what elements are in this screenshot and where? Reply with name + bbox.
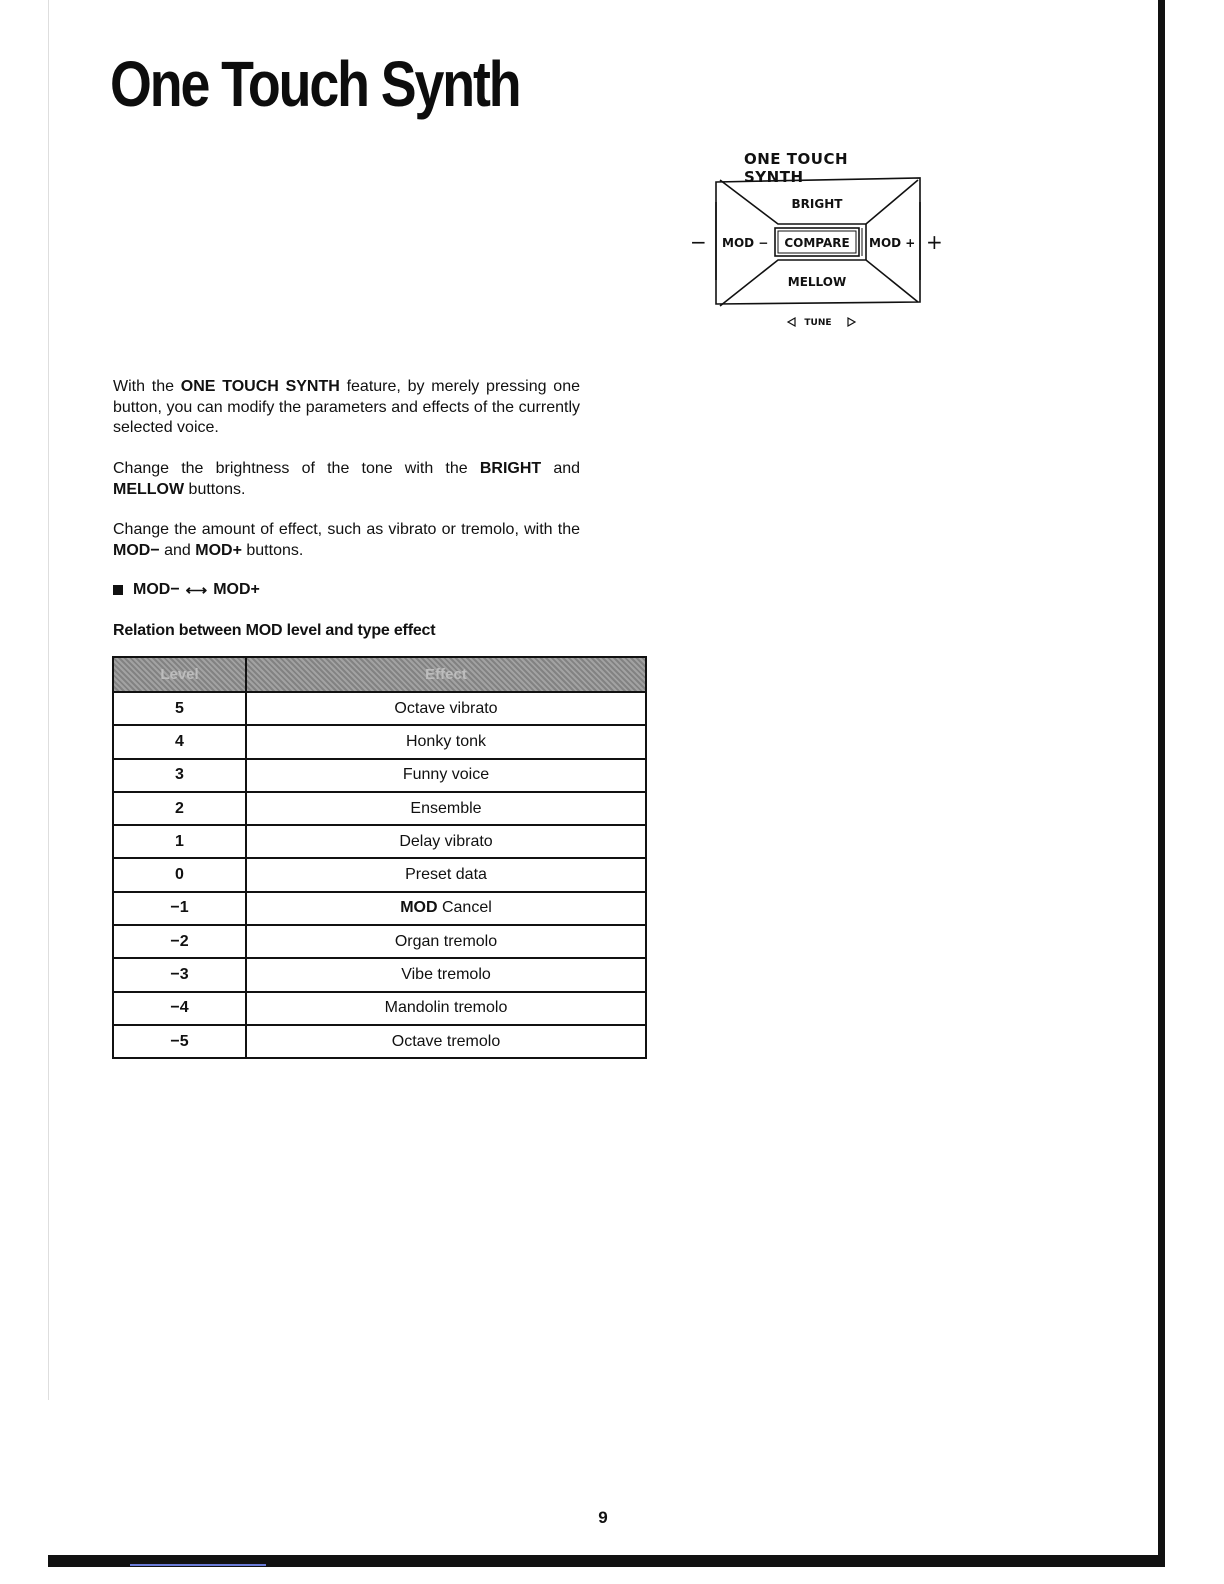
mod-range-left: MOD− <box>133 581 180 598</box>
table-row <box>113 725 646 758</box>
intro-paragraph: With the ONE TOUCH SYNTH feature, by merely pressing one button, you can modify the parameters and effects of the currently selected voice. <box>113 378 580 436</box>
effect-bold-text: MOD <box>400 899 438 917</box>
page-bottom-bar <box>48 1555 1165 1567</box>
effect-cell: Octave tremolo <box>246 1025 646 1058</box>
table-row <box>113 759 646 792</box>
table-row <box>113 692 646 725</box>
mod-range-right: MOD+ <box>213 581 260 598</box>
header-effect: Effect <box>246 657 646 692</box>
modulation-paragraph: Change the amount of effect, such as vibrato or tremolo, with the MOD− and MOD+ buttons. <box>113 521 580 559</box>
level-cell: 0 <box>113 858 246 891</box>
table-row <box>113 1025 646 1058</box>
table-row <box>113 792 646 825</box>
page-left-edge <box>48 0 49 1400</box>
tune-left-arrow-icon <box>788 318 795 326</box>
effect-cell: Organ tremolo <box>246 925 646 958</box>
panel-label: ONE TOUCH SYNTH <box>744 150 848 186</box>
table-row <box>113 925 646 958</box>
bottom-bar-accent <box>130 1564 266 1566</box>
effect-cell: Delay vibrato <box>246 825 646 858</box>
level-cell: 4 <box>113 725 246 758</box>
page-right-edge <box>1158 0 1165 1560</box>
mod-minus-button-label: MOD − <box>722 236 769 250</box>
level-cell: 5 <box>113 692 246 725</box>
one-touch-synth-diagram <box>686 172 952 334</box>
brightness-paragraph: Change the brightness of the tone with the BRIGHT and MELLOW buttons. <box>113 460 581 498</box>
level-cell: −2 <box>113 925 246 958</box>
double-arrow-icon: ⟷ <box>185 582 208 599</box>
effect-cell: Ensemble <box>246 792 646 825</box>
table-caption: Relation between MOD level and type effect <box>113 622 436 639</box>
tune-right-arrow-icon <box>848 318 855 326</box>
compare-button-label: COMPARE <box>784 236 850 250</box>
table-row <box>113 958 646 991</box>
table-row <box>113 825 646 858</box>
bright-button-label: BRIGHT <box>791 197 843 211</box>
level-cell: −5 <box>113 1025 246 1058</box>
level-cell: 2 <box>113 792 246 825</box>
mod-level-table <box>112 656 647 1059</box>
level-cell: −3 <box>113 958 246 991</box>
effect-cell: Vibe tremolo <box>246 958 646 991</box>
table-row <box>113 992 646 1025</box>
mod-range-heading <box>113 581 260 599</box>
header-level: Level <box>113 657 246 692</box>
effect-cell <box>246 892 646 925</box>
mellow-button-label: MELLOW <box>787 275 847 289</box>
effect-cell: Preset data <box>246 858 646 891</box>
level-cell: 3 <box>113 759 246 792</box>
page-number: 9 <box>598 1508 608 1527</box>
effect-cell: Octave vibrato <box>246 692 646 725</box>
square-bullet-icon <box>113 585 123 595</box>
table-row <box>113 858 646 891</box>
effect-cell: Funny voice <box>246 759 646 792</box>
level-cell: −4 <box>113 992 246 1025</box>
table-row <box>113 892 646 925</box>
effect-cell: Mandolin tremolo <box>246 992 646 1025</box>
page-title: One Touch Synth <box>110 48 520 120</box>
level-cell: 1 <box>113 825 246 858</box>
level-cell: −1 <box>113 892 246 925</box>
table-header-row <box>113 657 646 692</box>
plus-sign: + <box>926 230 943 254</box>
tune-label: TUNE <box>804 318 832 328</box>
effect-text: Cancel <box>437 899 492 917</box>
minus-sign: − <box>690 230 707 254</box>
mod-plus-button-label: MOD + <box>869 236 916 250</box>
effect-cell: Honky tonk <box>246 725 646 758</box>
